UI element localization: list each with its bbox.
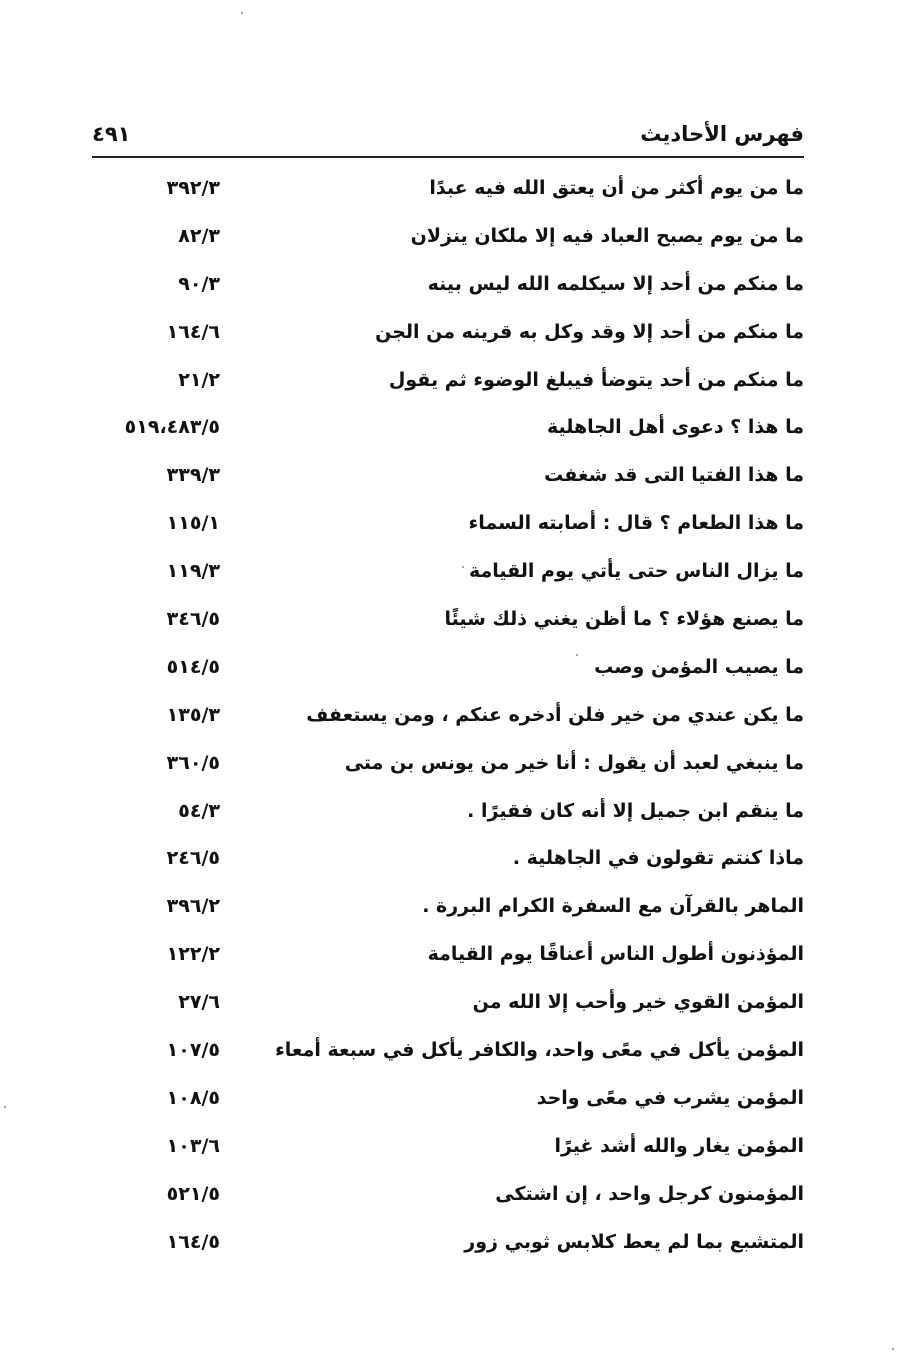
page-number: ٤٩١ — [92, 122, 131, 146]
entry-text: ما يصنع هؤلاء ؟ ما أظن يغني ذلك شيئًا — [444, 608, 804, 631]
scan-speck — [462, 566, 464, 568]
scan-speck — [241, 12, 243, 14]
entry-text: المؤذنون أطول الناس أعناقًا يوم القيامة — [427, 943, 804, 966]
entry-reference: ٥٢١/٥ — [166, 1182, 220, 1205]
index-entry — [92, 309, 804, 357]
entry-reference: ١٣٥/٣ — [166, 703, 220, 726]
index-entry — [92, 1171, 804, 1219]
entry-text: المؤمن يغار والله أشد غيرًا — [554, 1134, 804, 1157]
entry-reference: ١١٥/١ — [166, 512, 220, 535]
entry-text: ما ينقم ابن جميل إلا أنه كان فقيرًا . — [467, 799, 804, 822]
index-entry — [92, 1075, 804, 1123]
entry-reference: ٩٠/٣ — [178, 272, 220, 295]
index-entry — [92, 452, 804, 500]
entry-text: ما من يوم يصبح العباد فيه إلا ملكان ينزلان — [410, 224, 804, 247]
hadith-index-list — [92, 165, 804, 1266]
entry-text: المؤمن يأكل في معًى واحد، والكافر يأكل في سبعة أمعاء — [275, 1039, 804, 1062]
entry-reference: ٥١٩،٤٨٣/٥ — [124, 416, 220, 439]
entry-text: الماهر بالقرآن مع السفرة الكرام البررة . — [422, 895, 804, 918]
entry-text: المؤمنون كرجل واحد ، إن اشتكى — [495, 1182, 804, 1205]
index-entry — [92, 788, 804, 836]
entry-reference: ١٠٣/٦ — [166, 1134, 220, 1157]
entry-text: ما هذا الفتيا التى قد شغفت — [544, 464, 804, 487]
entry-text: ما يزال الناس حتى يأتي يوم القيامة — [468, 560, 804, 583]
index-entry — [92, 404, 804, 452]
index-entry — [92, 596, 804, 644]
index-entry — [92, 357, 804, 405]
entry-reference: ١٠٧/٥ — [166, 1039, 220, 1062]
entry-reference: ١١٩/٣ — [166, 560, 220, 583]
entry-reference: ١٦٤/٥ — [166, 1230, 220, 1253]
index-entry — [92, 979, 804, 1027]
scan-speck — [4, 1106, 6, 1108]
entry-reference: ١٦٤/٦ — [166, 320, 220, 343]
index-entry — [92, 213, 804, 261]
index-entry — [92, 1027, 804, 1075]
entry-reference: ٨٢/٣ — [178, 224, 220, 247]
entry-text: ما يصيب المؤمن وصب — [594, 655, 804, 678]
entry-text: ما من يوم أكثر من أن يعتق الله فيه عبدًا — [429, 177, 804, 199]
entry-text: ما منكم من أحد إلا وقد وكل به قرينه من الجن — [375, 320, 804, 343]
index-entry — [92, 500, 804, 548]
entry-reference: ٣٤٦/٥ — [166, 608, 220, 631]
entry-text: ما منكم من أحد إلا سيكلمه الله ليس بينه — [427, 272, 804, 295]
entry-text: ما هذا الطعام ؟ قال : أصابته السماء — [468, 512, 804, 535]
index-entry — [92, 740, 804, 788]
entry-text: المتشبع بما لم يعط كلابس ثوبي زور — [464, 1230, 804, 1253]
header-rule — [92, 156, 804, 158]
entry-reference: ٥١٤/٥ — [166, 655, 220, 678]
index-entry — [92, 1123, 804, 1171]
index-entry — [92, 835, 804, 883]
entry-text: ما ينبغي لعبد أن يقول : أنا خير من يونس بن متى — [344, 751, 804, 774]
entry-reference: ٢٤٦/٥ — [166, 847, 220, 870]
scan-speck — [576, 654, 578, 656]
scan-speck — [892, 1348, 894, 1350]
entry-reference: ٢٧/٦ — [178, 991, 220, 1014]
index-entry — [92, 548, 804, 596]
entry-reference: ٣٣٩/٣ — [166, 464, 220, 487]
entry-text: ما يكن عندي من خير فلن أدخره عنكم ، ومن يستعفف — [306, 703, 804, 726]
entry-reference: ٥٤/٣ — [178, 799, 220, 822]
index-entry — [92, 644, 804, 692]
entry-reference: ٣٩٢/٣ — [166, 177, 220, 199]
entry-reference: ١٢٢/٢ — [166, 943, 220, 966]
running-title: فهرس الأحاديث — [640, 122, 804, 146]
entry-reference: ٣٩٦/٢ — [166, 895, 220, 918]
index-entry — [92, 692, 804, 740]
entry-text: المؤمن القوي خير وأحب إلا الله من — [472, 991, 804, 1014]
entry-text: ماذا كنتم تقولون في الجاهلية . — [512, 847, 804, 870]
index-entry — [92, 1219, 804, 1267]
entry-text: ما منكم من أحد يتوضأ فيبلغ الوضوء ثم يقول — [388, 368, 804, 391]
index-entry — [92, 883, 804, 931]
entry-text: ما هذا ؟ دعوى أهل الجاهلية — [546, 416, 804, 439]
index-entry — [92, 931, 804, 979]
index-entry — [92, 165, 804, 213]
index-entry — [92, 261, 804, 309]
entry-text: المؤمن يشرب في معًى واحد — [536, 1086, 804, 1109]
page-header — [92, 118, 804, 158]
entry-reference: ١٠٨/٥ — [166, 1086, 220, 1109]
entry-reference: ٢١/٢ — [178, 368, 220, 391]
entry-reference: ٣٦٠/٥ — [166, 751, 220, 774]
